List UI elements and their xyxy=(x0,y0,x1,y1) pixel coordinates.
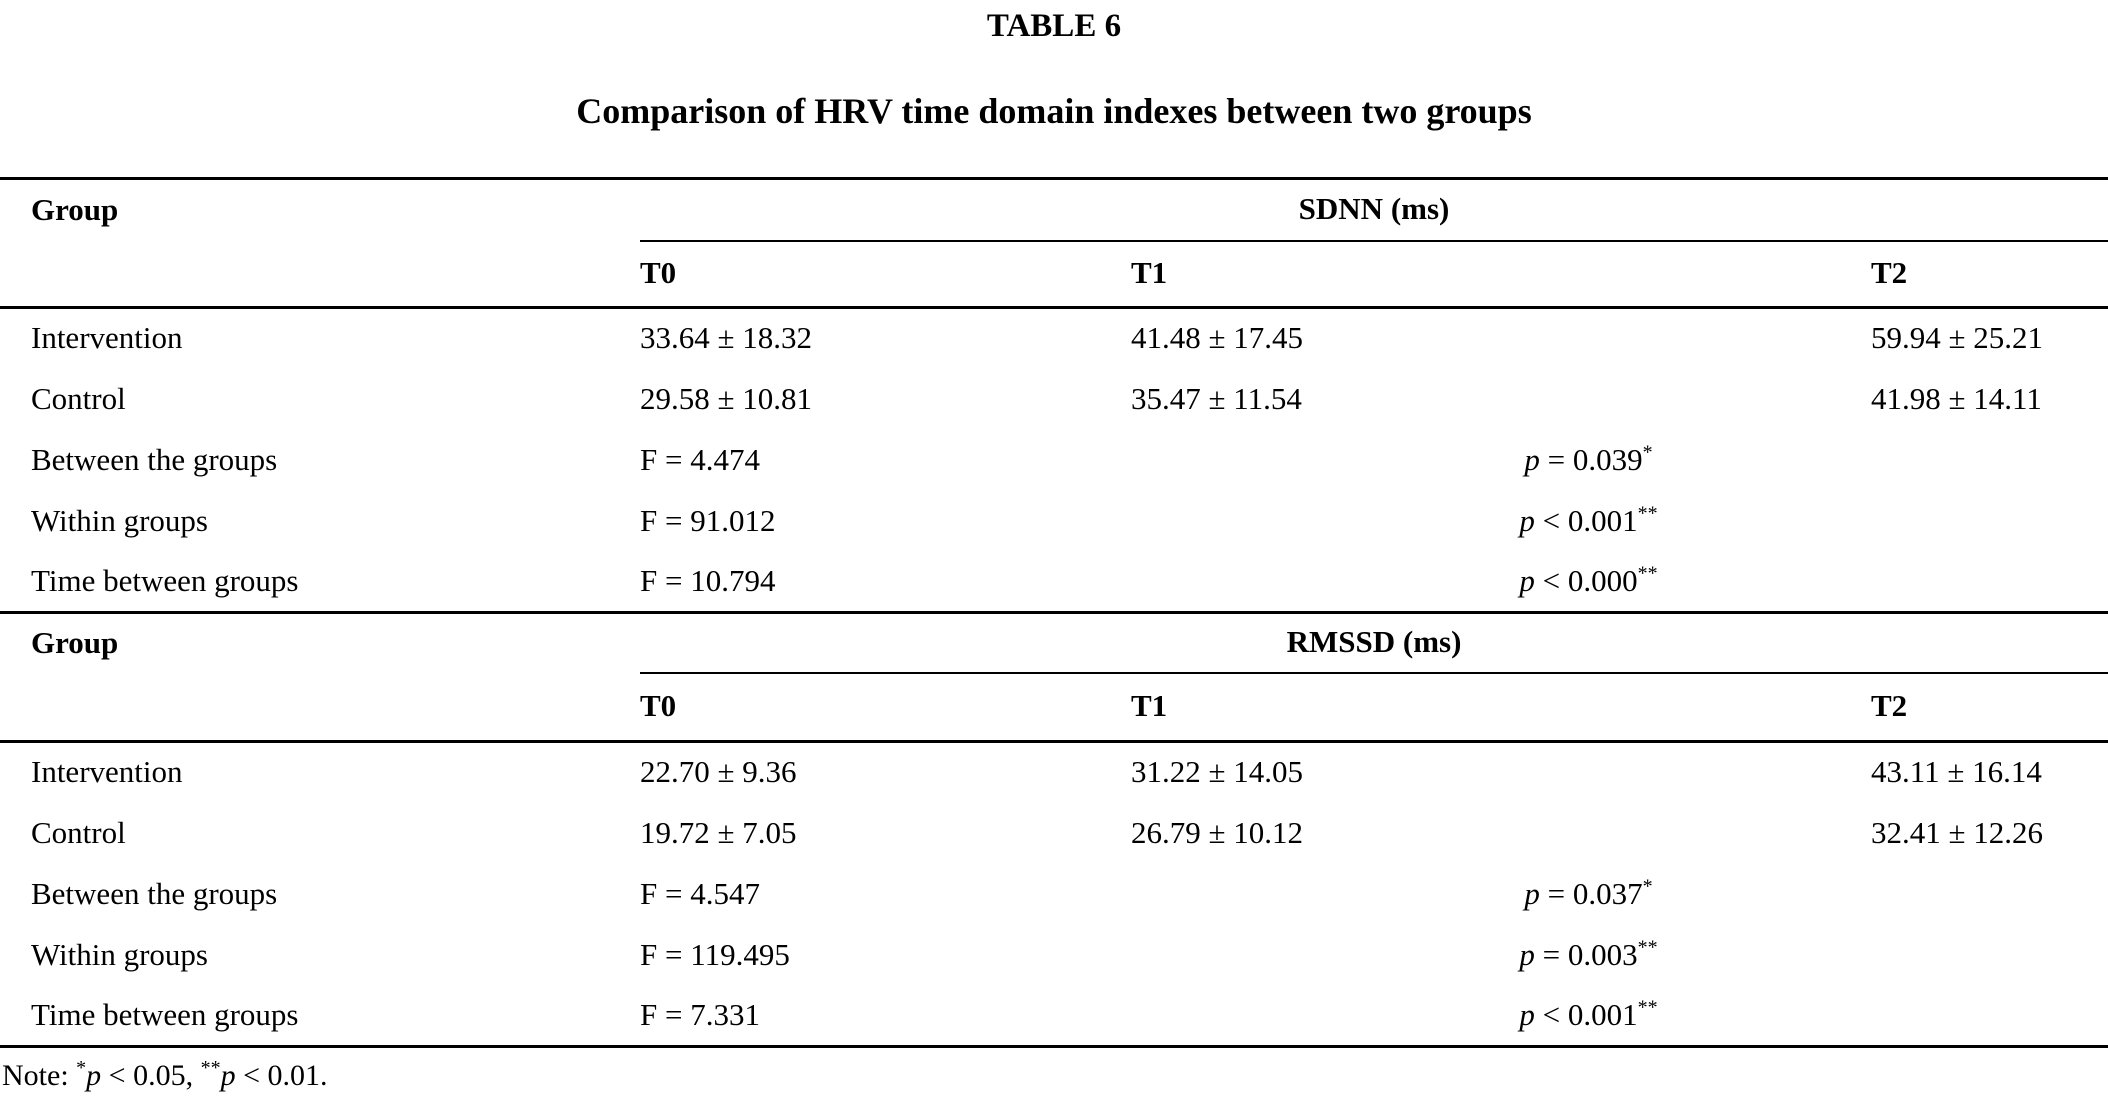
p-value-cell xyxy=(1131,430,2108,491)
p-symbol: p xyxy=(86,1059,102,1092)
p-comparison: = 0.039 xyxy=(1539,441,1643,477)
stat-label-cell: Within groups xyxy=(31,502,208,538)
group-header-cell: Group xyxy=(31,191,119,227)
value-cell-t0: 19.72 ± 7.05 xyxy=(640,814,797,850)
time-header-t1: T1 xyxy=(1131,673,1871,742)
p-symbol: p xyxy=(1519,996,1535,1032)
row-label-cell: Control xyxy=(31,814,126,850)
time-header-t0: T0 xyxy=(640,673,1131,742)
table-row xyxy=(0,369,2108,430)
measure-header-cell: SDNN (ms) xyxy=(640,179,2108,241)
table-row xyxy=(0,742,2108,803)
stat-label-cell: Time between groups xyxy=(0,986,640,1047)
significance-stars: * xyxy=(76,1057,87,1079)
footnote-threshold: < 0.01. xyxy=(235,1059,328,1092)
footnote-threshold: < 0.05, xyxy=(101,1059,201,1092)
p-symbol: p xyxy=(1524,441,1540,477)
value-cell-t1: 31.22 ± 14.05 xyxy=(1131,754,1304,790)
group-header-cell: Group xyxy=(31,624,119,660)
table-row xyxy=(0,241,2108,308)
time-header-t1: T1 xyxy=(1131,241,1871,308)
significance-stars: ** xyxy=(1637,502,1658,525)
table-row xyxy=(0,491,2108,552)
measure-header-cell: RMSSD (ms) xyxy=(640,613,2108,673)
row-label-cell: Intervention xyxy=(31,754,183,790)
p-value-cell xyxy=(1131,925,2108,986)
f-value-cell: F = 91.012 xyxy=(640,502,776,538)
p-symbol: p xyxy=(1519,936,1535,972)
empty-cell xyxy=(0,673,640,742)
row-label-cell: Intervention xyxy=(31,320,183,356)
f-value-cell: F = 119.495 xyxy=(640,936,790,972)
table-row xyxy=(0,673,2108,742)
p-value-cell xyxy=(1131,864,2108,925)
significance-stars: ** xyxy=(200,1057,221,1079)
p-comparison: < 0.001 xyxy=(1534,502,1638,538)
p-value-cell xyxy=(1131,986,2108,1047)
p-comparison: < 0.001 xyxy=(1534,996,1638,1032)
significance-stars: ** xyxy=(1637,996,1658,1019)
time-header-t2: T2 xyxy=(1871,673,2108,742)
table-row xyxy=(0,986,2108,1047)
value-cell-t0: 29.58 ± 10.81 xyxy=(640,380,813,416)
f-value-cell: F = 4.474 xyxy=(640,441,760,477)
table-caption: Comparison of HRV time domain indexes between two groups xyxy=(576,91,1532,131)
p-symbol: p xyxy=(220,1059,236,1092)
table-row xyxy=(0,613,2108,673)
table-row xyxy=(0,925,2108,986)
table-row xyxy=(0,552,2108,613)
significance-stars: * xyxy=(1642,875,1653,898)
p-symbol: p xyxy=(1519,502,1535,538)
table-row xyxy=(0,308,2108,369)
value-cell-t0: 33.64 ± 18.32 xyxy=(640,320,813,356)
p-symbol: p xyxy=(1524,875,1540,911)
empty-cell xyxy=(0,241,640,308)
p-comparison: = 0.003 xyxy=(1534,936,1638,972)
f-value-cell: F = 4.547 xyxy=(640,875,760,911)
footnote-label: Note: xyxy=(2,1059,77,1092)
p-value-cell xyxy=(1131,552,2108,613)
significance-stars: ** xyxy=(1637,562,1658,585)
time-header-t0: T0 xyxy=(640,241,1131,308)
time-header-t2: T2 xyxy=(1871,241,2108,308)
f-value-cell: F = 7.331 xyxy=(640,986,1131,1047)
f-value-cell: F = 10.794 xyxy=(640,552,1131,613)
value-cell-t2: 59.94 ± 25.21 xyxy=(1871,320,2044,356)
value-cell-t2: 43.11 ± 16.14 xyxy=(1871,754,2042,790)
p-comparison: < 0.000 xyxy=(1534,562,1638,598)
table-row xyxy=(0,864,2108,925)
stat-label-cell: Between the groups xyxy=(31,875,278,911)
table-footnote xyxy=(2,1056,328,1096)
significance-stars: ** xyxy=(1637,936,1658,959)
stat-label-cell: Between the groups xyxy=(31,441,278,477)
value-cell-t1: 35.47 ± 11.54 xyxy=(1131,380,1302,416)
row-label-cell: Control xyxy=(31,380,126,416)
table-row xyxy=(0,430,2108,491)
value-cell-t0: 22.70 ± 9.36 xyxy=(640,754,797,790)
value-cell-t1: 41.48 ± 17.45 xyxy=(1131,320,1304,356)
table-row xyxy=(0,179,2108,241)
p-symbol: p xyxy=(1519,562,1535,598)
hrv-comparison-table xyxy=(0,177,2108,1048)
value-cell-t2: 32.41 ± 12.26 xyxy=(1871,814,2044,850)
p-value-cell xyxy=(1131,491,2108,552)
table-row xyxy=(0,803,2108,864)
p-comparison: = 0.037 xyxy=(1539,875,1643,911)
value-cell-t1: 26.79 ± 10.12 xyxy=(1131,814,1304,850)
stat-label-cell: Time between groups xyxy=(0,552,640,613)
significance-stars: * xyxy=(1642,441,1653,464)
stat-label-cell: Within groups xyxy=(31,936,208,972)
table-number-title: TABLE 6 xyxy=(986,8,1122,44)
value-cell-t2: 41.98 ± 14.11 xyxy=(1871,380,2042,416)
